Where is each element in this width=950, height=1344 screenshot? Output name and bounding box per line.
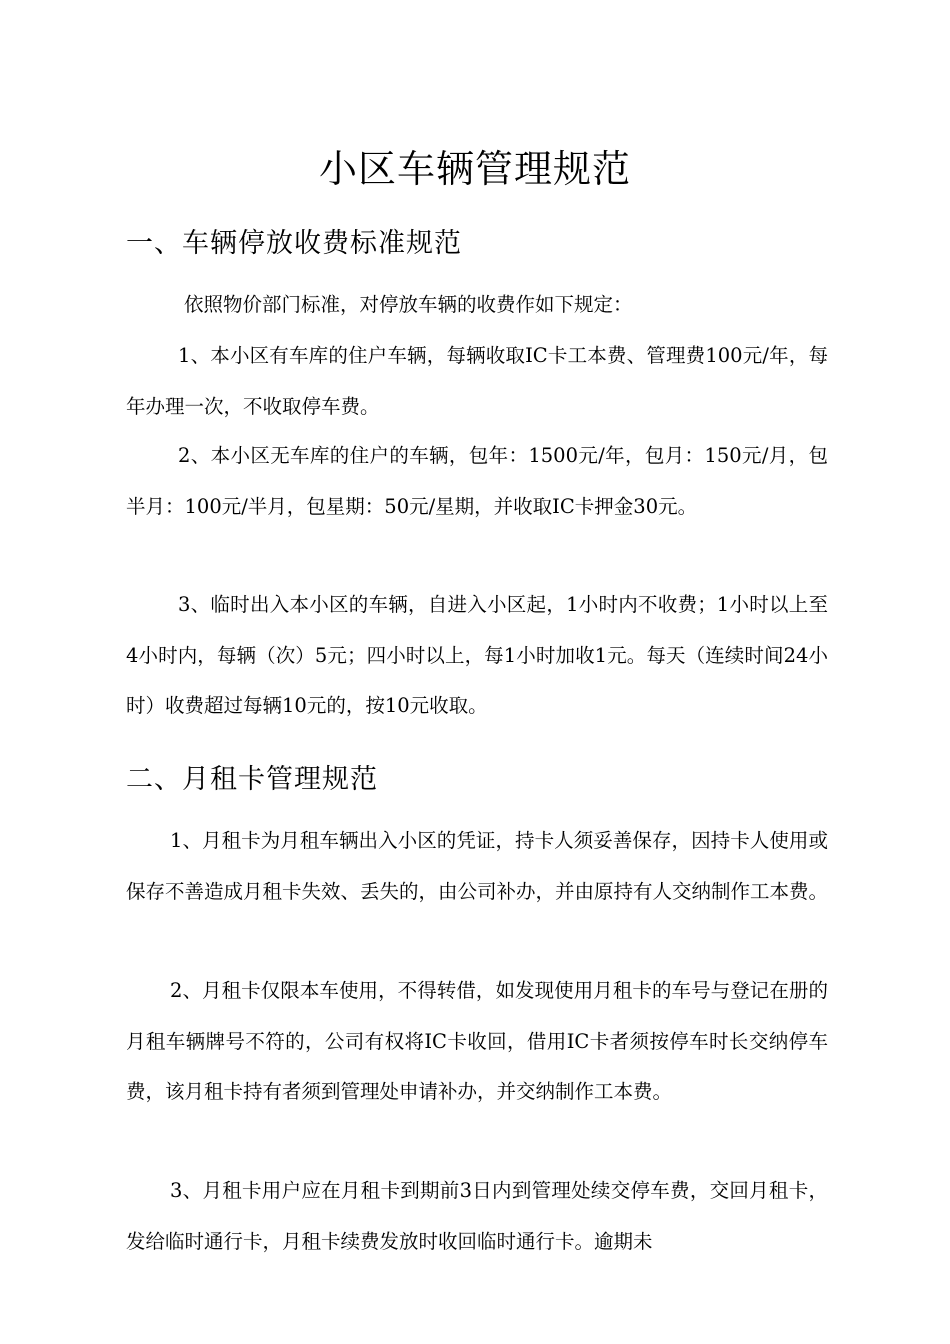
- document-title: 小区车辆管理规范: [318, 147, 631, 191]
- section-1-heading: 一、车辆停放收费标准规范: [126, 228, 462, 259]
- section-2-heading: 二、月租卡管理规范: [126, 764, 378, 795]
- section-2-item-2: 2、月租卡仅限本车使用，不得转借，如发现使用月租卡的车号与登记在册的月租车辆牌号不符的，公司有权将IC卡收回，借用IC卡者须按停车时长交纳停车费，该月租卡持有者须到管理处申请补办，并交纳制作工本费。: [126, 979, 828, 1103]
- section-1-item-2: 2、本小区无车库的住户的车辆，包年：1500元/年，包月：150元/月，包半月：100元/半月，包星期：50元/星期，并收取IC卡押金30元。: [126, 444, 828, 518]
- section-2-item-3: 3、月租卡用户应在月租卡到期前3日内到管理处续交停车费，交回月租卡，发给临时通行卡，月租卡续费发放时收回临时通行卡。逾期未: [126, 1179, 828, 1253]
- section-1-intro: 依照物价部门标准，对停放车辆的收费作如下规定：: [184, 293, 633, 316]
- section-1-item-1: 1、本小区有车库的住户车辆，每辆收取IC卡工本费、管理费100元/年，每年办理一次，不收取停车费。: [126, 344, 828, 418]
- section-2-item-1: 1、月租卡为月租车辆出入小区的凭证，持卡人须妥善保存，因持卡人使用或保存不善造成月租卡失效、丢失的，由公司补办，并由原持有人交纳制作工本费。: [126, 829, 829, 903]
- section-1-item-3: 3、临时出入本小区的车辆，自进入小区起，1小时内不收费；1小时以上至4小时内，每辆（次）5元；四小时以上，每1小时加收1元。每天（连续时间24小时）收费超过每辆10元的，按10元收取。: [126, 593, 828, 717]
